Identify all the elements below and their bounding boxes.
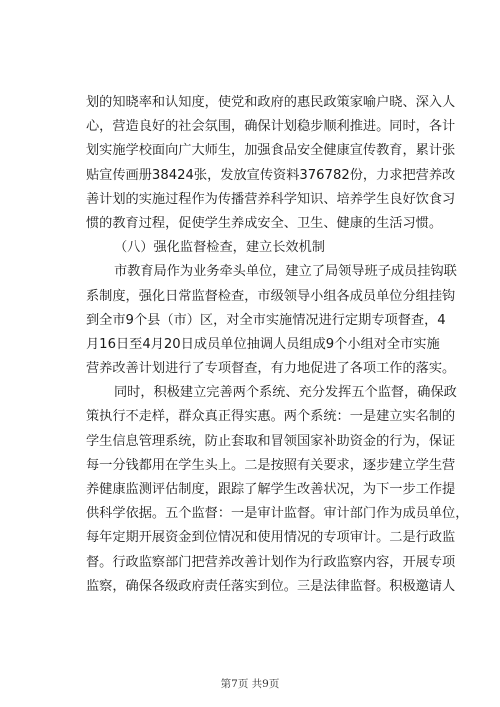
text-line: 市教育局作为业务牵头单位，建立了局领导班子成员挂钩联	[114, 264, 457, 280]
text-line: 同时，积极建立完善两个系统、充分发挥五个监督，确保政	[114, 385, 457, 401]
text-line: 系制度，强化日常监督检查，市级领导小组各成员单位分组挂钩	[86, 288, 456, 304]
text-line: 划实施学校面向广大师生，加强食品安全健康宣传教育，累计张	[86, 143, 456, 159]
section-heading: （八）强化监督检查，建立长效机制	[114, 240, 325, 256]
text-line: 策执行不走样，群众真正得实惠。两个系统：一是建立实名制的	[86, 409, 456, 425]
page-footer: 第7页 共9页	[220, 678, 280, 690]
text-line: 到全市9个县（市）区，对全市实施情况进行定期专项督查，4	[86, 312, 446, 328]
text-line: 每年定期开展资金到位情况和使用情况的专项审计。二是行政监	[86, 530, 456, 546]
text-line: 监察，确保各级政府责任落实到位。三是法律监督。积极邀请人	[86, 578, 456, 594]
text-line: 督。行政监察部门把营养改善计划作为行政监察内容，开展专项	[86, 554, 456, 570]
text-line: 营养改善计划进行了专项督查，有力地促进了各项工作的落实。	[86, 361, 456, 377]
text-line: 划的知晓率和认知度，使党和政府的惠民政策家喻户晓、深入人	[86, 95, 456, 110]
text-line: 学生信息管理系统，防止套取和冒领国家补助资金的行为，保证	[86, 433, 456, 449]
text-line: 养健康监测评估制度，跟踪了解学生改善状况，为下一步工作提	[86, 482, 456, 497]
text-line: 心，营造良好的社会氛围，确保计划稳步顺利推进。同时，各计	[86, 119, 456, 135]
body-text	[86, 91, 469, 599]
text-line: 供科学依据。五个监督：一是审计监督。审计部门作为成员单位，	[86, 506, 469, 522]
text-line: 善计划的实施过程作为传播营养科学知识、培养学生良好饮食习	[86, 191, 456, 207]
text-line: 月16日至4月20日成员单位抽调人员组成9个小组对全市实施	[86, 336, 440, 352]
text-line: 惯的教育过程，促使学生养成安全、卫生、健康的生活习惯。	[86, 215, 443, 231]
text-line: 每一分钱都用在学生头上。二是按照有关要求，逐步建立学生营	[86, 457, 456, 473]
text-line: 贴宣传画册38424张，发放宣传资料376782份，力求把营养改	[86, 167, 456, 183]
